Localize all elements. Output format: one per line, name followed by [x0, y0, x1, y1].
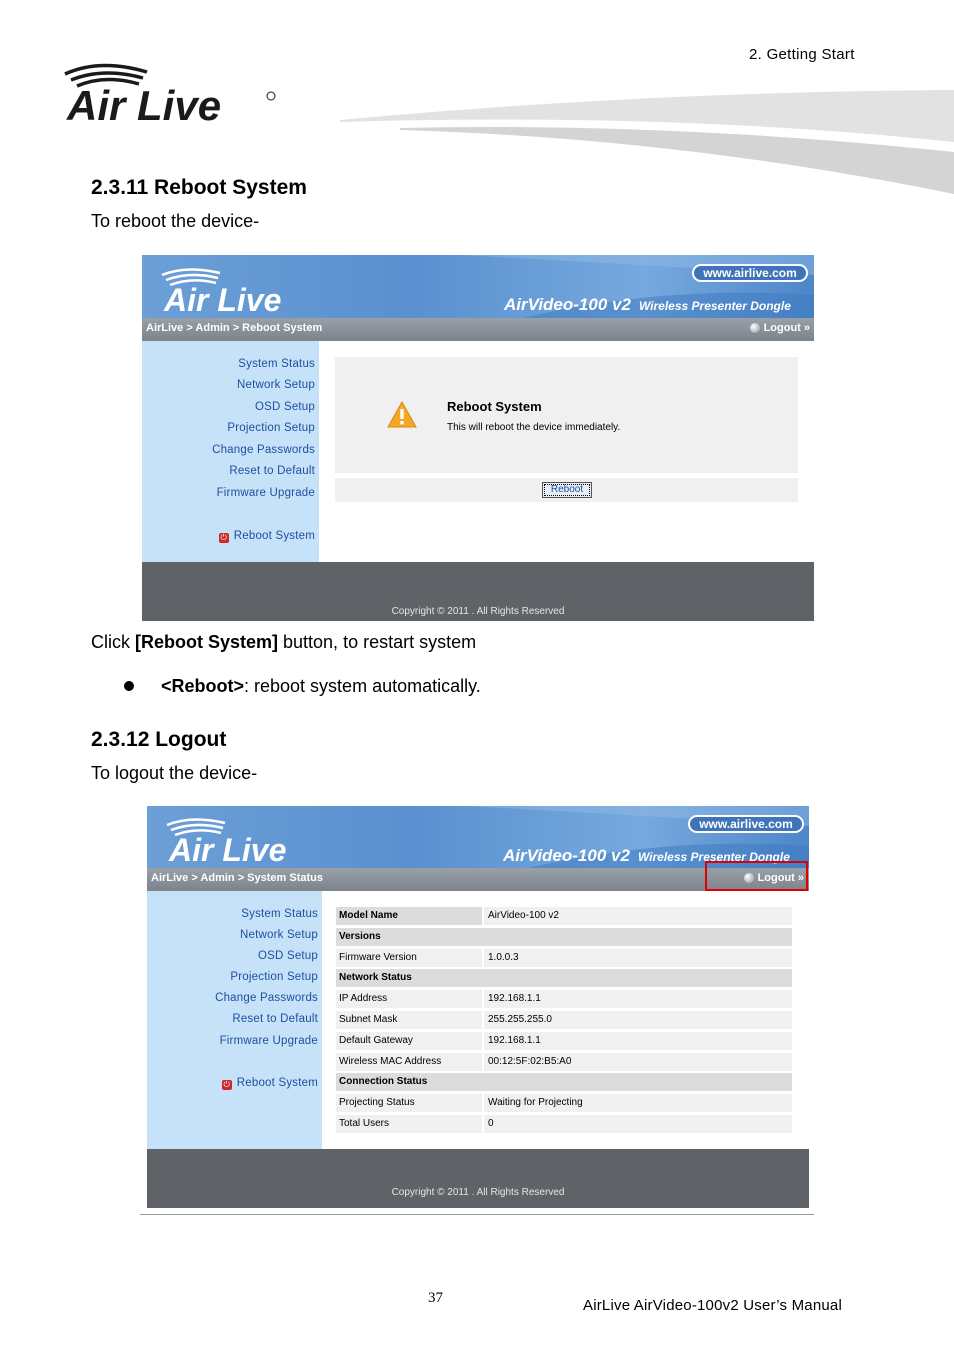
- table-key: Wireless MAC Address: [336, 1053, 482, 1071]
- menu-network-setup[interactable]: Network Setup: [239, 929, 318, 941]
- menu-change-passwords[interactable]: Change Passwords: [215, 992, 318, 1004]
- chapter-heading: 2. Getting Start: [749, 46, 855, 63]
- section-intro-logout: To logout the device-: [91, 763, 258, 783]
- airlive-logo: [55, 60, 285, 128]
- reboot-screenshot: [142, 255, 814, 621]
- svg-text:Air Live: Air Live: [67, 82, 222, 128]
- table-key: Default Gateway: [336, 1032, 482, 1050]
- menu-system-status[interactable]: System Status: [238, 358, 315, 370]
- logout-highlight-box: [705, 861, 808, 891]
- table-value: Waiting for Projecting: [484, 1094, 792, 1112]
- menu-projection-setup[interactable]: Projection Setup: [230, 971, 318, 983]
- svg-text:Air Live: Air Live: [169, 832, 287, 865]
- reboot-panel: [335, 357, 798, 473]
- product-name: AirVideo-100 v2: [504, 295, 631, 314]
- logout-label-2: Logout »: [757, 872, 804, 884]
- table-value: 00:12:5F:02:B5:A0: [484, 1053, 792, 1071]
- logout-link[interactable]: [750, 322, 810, 334]
- footer-divider: [140, 1214, 814, 1215]
- table-key: IP Address: [336, 990, 482, 1008]
- table-value: 1.0.0.3: [484, 949, 792, 967]
- menu-reboot-label: Reboot System: [236, 1077, 318, 1089]
- product-tagline-2: Wireless Presenter Dongle: [637, 850, 790, 864]
- menu-osd-setup[interactable]: OSD Setup: [258, 950, 318, 962]
- table-key: Model Name: [336, 907, 482, 925]
- menu-change-passwords[interactable]: Change Passwords: [212, 444, 315, 456]
- table-key: Projecting Status: [336, 1094, 482, 1112]
- header-swoosh: [340, 82, 954, 197]
- table-value: 192.168.1.1: [484, 1032, 792, 1050]
- breadcrumb: AirLive > Admin > Reboot System: [146, 322, 323, 334]
- sidebar: [142, 341, 319, 562]
- section-heading-reboot: 2.3.11 Reboot System: [91, 176, 307, 199]
- sidebar-2: [147, 891, 322, 1149]
- table-row: [336, 928, 792, 946]
- instruction-rest: button, to restart system: [278, 632, 477, 652]
- main-content: [319, 341, 814, 562]
- menu-firmware-upgrade[interactable]: Firmware Upgrade: [216, 487, 315, 499]
- product-title: [504, 295, 791, 315]
- table-value: 192.168.1.1: [484, 990, 792, 1008]
- menu-reboot-label: Reboot System: [233, 530, 315, 542]
- reboot-panel-desc: This will reboot the device immediately.: [447, 422, 621, 433]
- table-row: [336, 949, 792, 967]
- reboot-button-row: [335, 478, 798, 502]
- menu-reset-to-default[interactable]: Reset to Default: [229, 465, 315, 477]
- table-row: [336, 1011, 792, 1029]
- table-row: [336, 1094, 792, 1112]
- table-key: Total Users: [336, 1115, 482, 1133]
- app-logo: [156, 267, 326, 315]
- page-number: 37: [428, 1290, 443, 1306]
- website-link[interactable]: www.airlive.com: [692, 264, 808, 282]
- bullet-icon: [124, 681, 134, 691]
- breadcrumb-bar: [142, 318, 814, 341]
- section-heading-logout: 2.3.12 Logout: [91, 728, 227, 751]
- menu-system-status[interactable]: System Status: [241, 908, 318, 920]
- menu-reset-to-default[interactable]: Reset to Default: [232, 1013, 318, 1025]
- menu-projection-setup[interactable]: Projection Setup: [227, 422, 315, 434]
- table-key: Versions: [336, 928, 792, 946]
- menu-reboot-system[interactable]: [222, 1077, 318, 1090]
- reboot-panel-title: Reboot System: [447, 399, 542, 414]
- table-key: Firmware Version: [336, 949, 482, 967]
- website-link-2[interactable]: www.airlive.com: [688, 815, 804, 833]
- app-banner-2: [147, 806, 809, 868]
- bullet-bold: <Reboot>: [161, 676, 245, 696]
- table-row: [336, 1053, 792, 1071]
- instruction-prefix: Click: [91, 632, 135, 652]
- bullet-item: [161, 676, 481, 697]
- globe-icon: [750, 323, 760, 333]
- copyright-2: Copyright © 2011 . All Rights Reserved: [391, 1187, 565, 1198]
- power-icon: ⏻: [220, 533, 228, 542]
- app-banner: [142, 255, 814, 318]
- reboot-button[interactable]: Reboot: [542, 482, 592, 498]
- table-key: Subnet Mask: [336, 1011, 482, 1029]
- table-key: Connection Status: [336, 1073, 792, 1091]
- manual-title: AirLive AirVideo-100v2 User’s Manual: [583, 1297, 842, 1314]
- copyright: Copyright © 2011 . All Rights Reserved: [391, 606, 565, 617]
- table-row: [336, 990, 792, 1008]
- power-icon: ⏻: [223, 1080, 231, 1089]
- logout-label: Logout »: [763, 322, 810, 334]
- table-value: 255.255.255.0: [484, 1011, 792, 1029]
- product-tagline: Wireless Presenter Dongle: [638, 299, 791, 313]
- table-value: AirVideo-100 v2: [484, 907, 792, 925]
- svg-text:Air Live: Air Live: [164, 282, 282, 315]
- table-row: [336, 1032, 792, 1050]
- menu-osd-setup[interactable]: OSD Setup: [255, 401, 315, 413]
- warning-icon: [387, 401, 417, 428]
- product-name-2: AirVideo-100 v2: [503, 846, 630, 865]
- menu-firmware-upgrade[interactable]: Firmware Upgrade: [219, 1035, 318, 1047]
- table-value: 0: [484, 1115, 792, 1133]
- breadcrumb-2: AirLive > Admin > System Status: [151, 872, 323, 884]
- instruction-bold: [Reboot System]: [135, 632, 279, 652]
- section-intro-reboot: To reboot the device-: [91, 211, 260, 231]
- table-row: [336, 1073, 792, 1091]
- table-row: [336, 1115, 792, 1133]
- menu-network-setup[interactable]: Network Setup: [236, 379, 315, 391]
- reboot-instruction: [91, 632, 476, 653]
- table-key: Network Status: [336, 969, 792, 987]
- menu-reboot-system[interactable]: [219, 530, 315, 543]
- table-row: [336, 969, 792, 987]
- status-content: [322, 891, 809, 1149]
- app-logo-2: [161, 817, 331, 865]
- app-footer: [142, 562, 814, 621]
- table-row: [336, 907, 792, 925]
- bullet-rest: : reboot system automatically.: [244, 676, 481, 696]
- app-footer-2: [147, 1149, 809, 1208]
